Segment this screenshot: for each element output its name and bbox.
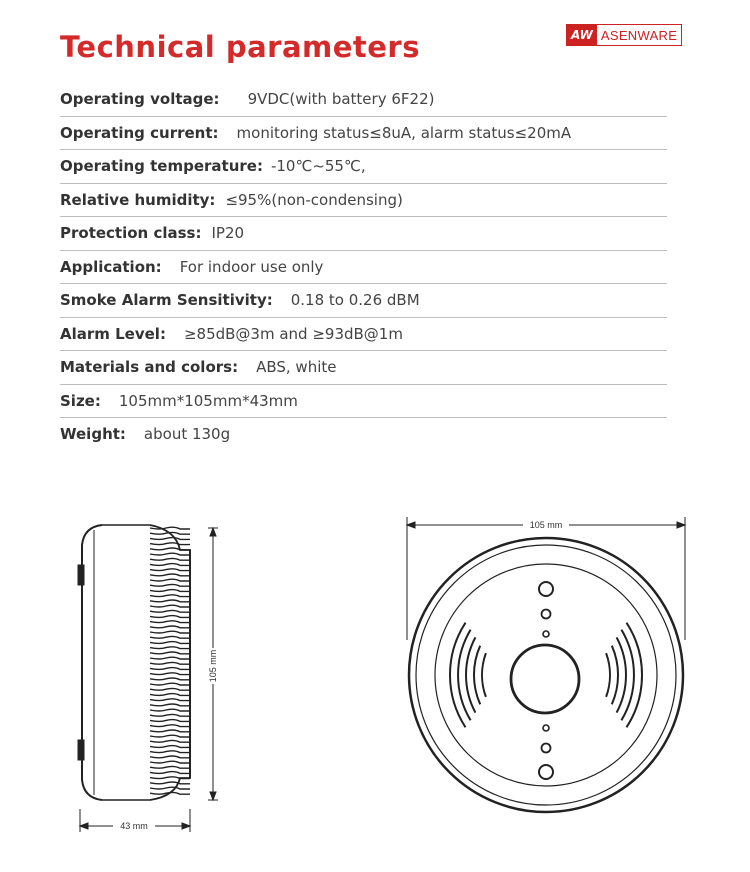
vent-fin bbox=[150, 735, 190, 737]
spec-label: Materials and colors: bbox=[60, 358, 239, 377]
vent-fin bbox=[150, 751, 190, 753]
spec-value: ≤95%(non-condensing) bbox=[225, 190, 403, 209]
side-back-plate bbox=[82, 525, 102, 800]
vent-fin bbox=[150, 647, 190, 649]
vent-fin bbox=[150, 584, 190, 586]
spec-label: Application: bbox=[60, 257, 162, 276]
spec-label: Operating temperature: bbox=[60, 157, 263, 176]
side-clip-bottom bbox=[78, 740, 84, 760]
vent-fin bbox=[150, 678, 190, 680]
vent-fin bbox=[150, 621, 190, 623]
spec-value: 105mm*105mm*43mm bbox=[118, 391, 298, 410]
vent-fin bbox=[150, 761, 190, 763]
vent-fin bbox=[150, 631, 190, 633]
spec-value: IP20 bbox=[211, 224, 245, 243]
arrow-icon bbox=[80, 823, 88, 829]
vent-fin bbox=[150, 527, 190, 529]
vent-fin bbox=[150, 714, 190, 716]
side-view-drawing bbox=[78, 525, 218, 832]
indicator-hole bbox=[542, 610, 551, 619]
vent-fin bbox=[150, 740, 190, 742]
test-button bbox=[511, 645, 579, 713]
vent-fin bbox=[150, 766, 190, 768]
side-depth-label: 43 mm bbox=[120, 821, 148, 831]
spec-label: Size: bbox=[60, 391, 101, 410]
spec-value: -10℃~55℃, bbox=[270, 157, 366, 176]
vent-fin bbox=[150, 626, 190, 628]
vent-fin bbox=[150, 642, 190, 644]
logo-text: ASENWARE bbox=[600, 27, 678, 43]
vent-fin bbox=[150, 730, 190, 732]
spec-value: 0.18 to 0.26 dBM bbox=[290, 291, 420, 310]
vent-fin bbox=[150, 699, 190, 701]
vent-fin bbox=[150, 569, 190, 571]
vent-fin bbox=[150, 725, 190, 727]
page-title: Technical parameters bbox=[60, 30, 420, 64]
arrow-icon bbox=[182, 823, 190, 829]
vent-fin bbox=[150, 756, 190, 758]
vent-fin bbox=[150, 574, 190, 576]
spec-label: Operating voltage: bbox=[60, 90, 220, 109]
vent-fin bbox=[150, 673, 190, 675]
vent-fin bbox=[150, 652, 190, 654]
spec-value: For indoor use only bbox=[179, 257, 324, 276]
spec-label: Alarm Level: bbox=[60, 324, 166, 343]
vent-fin bbox=[150, 662, 190, 664]
indicator-led bbox=[539, 582, 553, 596]
top-width-label: 105 mm bbox=[529, 520, 563, 530]
spec-value: about 130g bbox=[143, 425, 231, 444]
spec-value: ABS, white bbox=[256, 358, 337, 377]
spec-value: 9VDC(with battery 6F22) bbox=[247, 90, 435, 109]
vent-fin bbox=[150, 709, 190, 711]
vent-slot bbox=[612, 646, 618, 705]
vent-fin bbox=[150, 590, 190, 592]
vent-fin bbox=[150, 688, 190, 690]
spec-label: Smoke Alarm Sensitivity: bbox=[60, 291, 273, 310]
arrow-icon bbox=[210, 528, 216, 536]
spec-label: Protection class: bbox=[60, 224, 202, 243]
vent-fin bbox=[150, 704, 190, 706]
vent-fin bbox=[150, 668, 190, 670]
spec-value: ≥85dB@3m and ≥93dB@1m bbox=[183, 324, 403, 343]
spec-label: Operating current: bbox=[60, 123, 219, 142]
vent-fin bbox=[150, 657, 190, 659]
vent-slot bbox=[474, 646, 480, 705]
vent-fin bbox=[150, 548, 190, 550]
vent-fin bbox=[150, 610, 190, 612]
vent-slot bbox=[621, 630, 634, 721]
vent-fin bbox=[150, 543, 190, 545]
vent-fin bbox=[150, 636, 190, 638]
vent-fin bbox=[150, 616, 190, 618]
vent-fin bbox=[150, 694, 190, 696]
vent-fin bbox=[150, 538, 190, 540]
vent-fin bbox=[150, 782, 190, 784]
top-view-drawing bbox=[407, 517, 685, 812]
side-height-label: 105 mm bbox=[208, 649, 218, 683]
vent-fin bbox=[150, 595, 190, 597]
side-vent-fins bbox=[150, 527, 190, 794]
spec-value: monitoring status≤8uA, alarm status≤20mA bbox=[236, 123, 572, 142]
vent-slot bbox=[482, 653, 486, 697]
vent-fin bbox=[150, 558, 190, 560]
side-clip-top bbox=[78, 565, 84, 585]
arrow-icon bbox=[210, 792, 216, 800]
logo-mark: AW bbox=[567, 25, 597, 45]
vent-fin bbox=[150, 564, 190, 566]
arrow-icon bbox=[407, 522, 415, 528]
indicator-hole bbox=[543, 631, 549, 637]
spec-label: Weight: bbox=[60, 425, 126, 444]
vent-fin bbox=[150, 579, 190, 581]
vent-fin bbox=[150, 553, 190, 555]
vent-fin bbox=[150, 683, 190, 685]
indicator-hole bbox=[542, 744, 551, 753]
vent-fin bbox=[150, 772, 190, 774]
indicator-hole bbox=[543, 725, 549, 731]
vent-fin bbox=[150, 720, 190, 722]
vent-fin bbox=[150, 605, 190, 607]
arrow-icon bbox=[677, 522, 685, 528]
indicator-led bbox=[539, 765, 553, 779]
vent-slot bbox=[458, 630, 471, 721]
vent-fin bbox=[150, 746, 190, 748]
vent-fin bbox=[150, 787, 190, 789]
spec-label: Relative humidity: bbox=[60, 190, 216, 209]
vent-slot bbox=[606, 653, 610, 697]
vent-fin bbox=[150, 600, 190, 602]
